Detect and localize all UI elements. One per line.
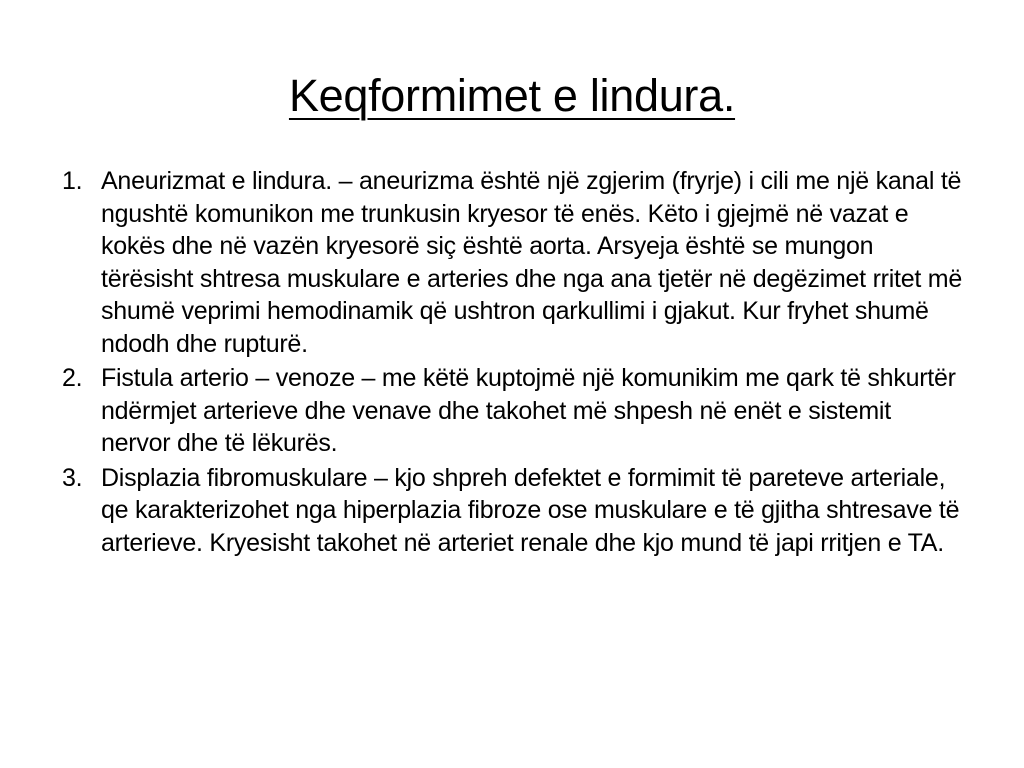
numbered-list [62, 165, 962, 561]
list-item-text: Displazia fibromuskulare – kjo shpreh defektet e formimit të pareteve arteriale, qe karakterizohet nga hiperplazia fibroze ose muskulare e të gjitha shtresave të arterieve. Kryesisht takohet në arteriet renale dhe kjo mund të japi rritjen e TA. [101, 463, 960, 557]
list-item-text: Fistula arterio – venoze – me këtë kuptojmë një komunikim me qark të shkurtër ndërmjet arterieve dhe venave dhe takohet më shpesh në enët e sistemit nervor dhe të lëkurës. [101, 364, 956, 457]
list-item-number: 3. [62, 463, 83, 492]
list-item-number: 2. [62, 364, 83, 392]
list-item-text: Aneurizmat e lindura. – aneurizma është një zgjerim (fryrje) i cili me një kanal të ngushtë komunikon me trunkusin kryesor të enës. Këto i gjejmë në vazat e kokës dhe në vazën kryesorë siç është aorta. Arsyeja është se mungon tërësisht shtresa muskulare e arteries dhe nga ana tjetër në degëzimet rritet më shumë veprimi hemodinamik që ushtron qarkullimi i gjakut. Kur fryhet shumë ndodh dhe rupturë. [101, 167, 962, 358]
slide-title: Keqformimet e lindura. [288, 70, 736, 121]
list-item [62, 362, 962, 460]
list-item-number: 1. [62, 167, 83, 195]
list-item [62, 462, 962, 560]
list-item [62, 165, 962, 360]
